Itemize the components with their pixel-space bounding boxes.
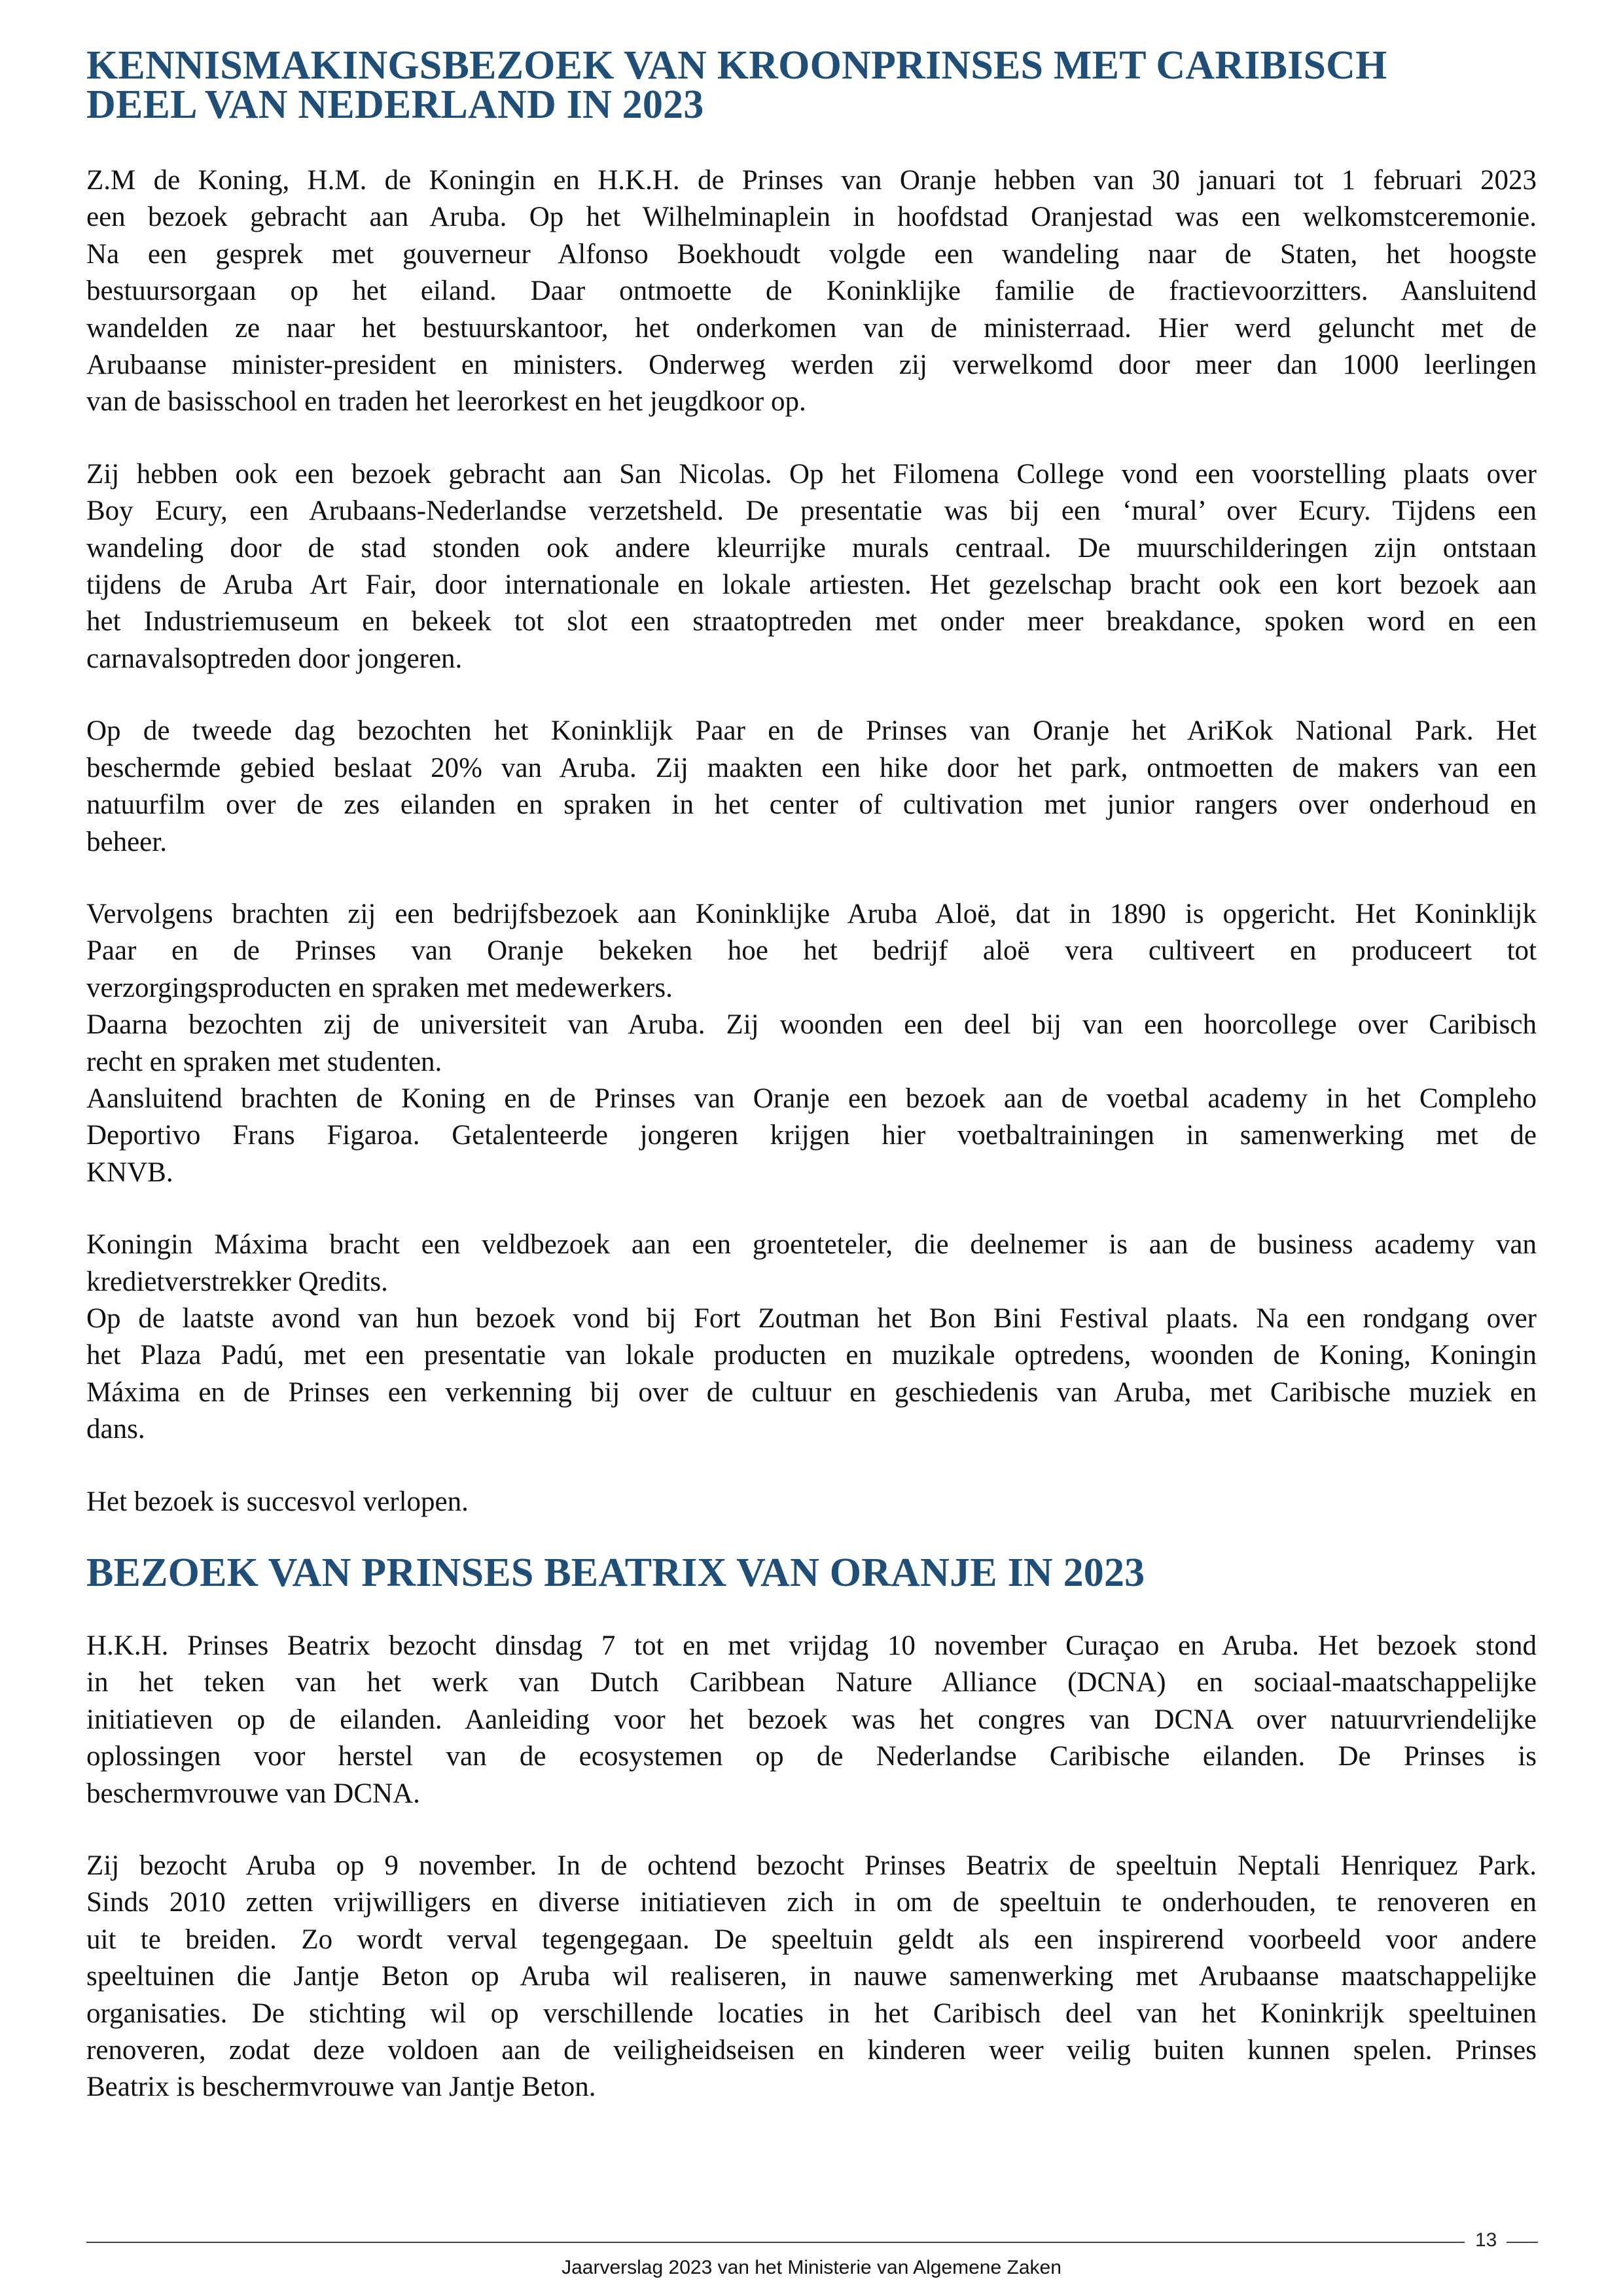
text-line: Beatrix is beschermvrouwe van Jantje Beton. [86, 2072, 596, 2103]
text-line: carnavalsoptreden door jongeren. [86, 643, 463, 674]
paragraph [86, 1484, 1537, 1520]
text-line: H.K.H. Prinses Beatrix bezocht dinsdag 7 tot en met vrijdag 10 november Curaçao en Aruba. Het bezoek stond [86, 1630, 1537, 1661]
paragraph [86, 1848, 1537, 2106]
text-line: van de basisschool en traden het leerorkest en het jeugdkoor op. [86, 386, 806, 418]
text-line: Vervolgens brachten zij een bedrijfsbezoek aan Koninklijke Aruba Aloë, dat in 1890 is opgericht. Het Koninklijk [86, 898, 1537, 929]
document-page [86, 42, 1537, 2106]
paragraph [86, 1300, 1537, 1448]
text-line: Op de tweede dag bezochten het Koninklijk Paar en de Prinses van Oranje het AriKok National Park. Het [86, 715, 1537, 747]
text-line: Koningin Máxima bracht een veldbezoek aan een groenteteler, die deelnemer is aan de business academy van [86, 1229, 1537, 1261]
text-line: Zij hebben ook een bezoek gebracht aan San Nicolas. Op het Filomena College vond een voorstelling plaats over [86, 458, 1537, 490]
heading-line: KENNISMAKINGSBEZOEK VAN KROONPRINSES MET CARIBISCH [86, 43, 1387, 88]
text-line: Boy Ecury, een Arubaans-Nederlandse verzetsheld. De presentatie was bij een ‘mural’ over Ecury. Tijdens een [86, 495, 1537, 527]
text-line: het Industriemuseum en bekeek tot slot een straatoptreden met onder meer breakdance, spoken word en een [86, 606, 1537, 637]
text-line: oplossingen voor herstel van de ecosystemen op de Nederlandse Caribische eilanden. De Prinses is [86, 1741, 1537, 1772]
paragraph [86, 713, 1537, 861]
paragraph [86, 1227, 1537, 1300]
paragraph [86, 896, 1537, 1007]
page-number-dash [1507, 2242, 1538, 2243]
text-line: Het bezoek is succesvol verlopen. [86, 1486, 469, 1517]
text-line: het Plaza Padú, met een presentatie van lokale producten en muzikale optredens, woonden de Koning, Koningin [86, 1340, 1537, 1371]
text-line: Máxima en de Prinses een verkenning bij over de cultuur en geschiedenis van Aruba, met Caribische muziek en [86, 1376, 1537, 1408]
text-line: speeltuinen die Jantje Beton op Aruba wil realiseren, in nauwe samenwerking met Arubaanse maatschappelijke [86, 1961, 1537, 1992]
paragraph [86, 1628, 1537, 1812]
paragraph [86, 456, 1537, 677]
text-line: Aansluitend brachten de Koning en de Prinses van Oranje een bezoek aan de voetbal academy in het Compleho [86, 1083, 1537, 1114]
text-line: Paar en de Prinses van Oranje bekeken hoe het bedrijf aloë vera cultiveert en produceert tot [86, 935, 1537, 967]
paragraph [86, 1081, 1537, 1191]
text-line: renoveren, zodat deze voldoen aan de veiligheidseisen en kinderen weer veilig buiten kunnen spelen. Prinses [86, 2035, 1537, 2066]
text-line: organisaties. De stichting wil op verschillende locaties in het Caribisch deel van het Koninkrijk speeltuinen [86, 1998, 1537, 2029]
text-line: kredietverstrekker Qredits. [86, 1266, 388, 1297]
footer-text: Jaarverslag 2023 van het Ministerie van Algemene Zaken [562, 2257, 1061, 2278]
heading-line: DEEL VAN NEDERLAND IN 2023 [86, 82, 704, 127]
heading-line: BEZOEK VAN PRINSES BEATRIX VAN ORANJE IN 2023 [86, 1551, 1145, 1595]
text-line: wandeling door de stad stonden ook andere kleurrijke murals centraal. De muurschilderingen zijn ontstaan [86, 532, 1537, 564]
text-line: beheer. [86, 826, 167, 857]
text-line: Zij bezocht Aruba op 9 november. In de ochtend bezocht Prinses Beatrix de speeltuin Neptali Henriquez Park. [86, 1850, 1537, 1882]
text-line: Na een gesprek met gouverneur Alfonso Boekhoudt volgde een wandeling naar de Staten, het hoogste [86, 238, 1537, 270]
text-line: een bezoek gebracht aan Aruba. Op het Wilhelminaplein in hoofdstad Oranjestad was een welkomstceremonie. [86, 202, 1537, 233]
text-line: wandelden ze naar het bestuurskantoor, het onderkomen van de ministerraad. Hier werd geluncht met de [86, 312, 1537, 344]
text-line: uit te breiden. Zo wordt verval tegengegaan. De speeltuin geldt als een inspirerend voorbeeld voor andere [86, 1924, 1537, 1955]
paragraph [86, 162, 1537, 421]
text-line: initiatieven op de eilanden. Aanleiding voor het bezoek was het congres van DCNA over natuurvriendelijke [86, 1704, 1537, 1735]
text-line: in het teken van het werk van Dutch Caribbean Nature Alliance (DCNA) en sociaal-maatschappelijke [86, 1667, 1537, 1698]
footer-divider [86, 2242, 1465, 2243]
text-line: KNVB. [86, 1157, 173, 1188]
text-line: bestuursorgaan op het eiland. Daar ontmoette de Koninklijke familie de fractievoorzitters. Aansluitend [86, 276, 1537, 307]
page-number: 13 [1475, 2229, 1497, 2251]
text-line: tijdens de Aruba Art Fair, door internationale en lokale artiesten. Het gezelschap bracht ook een kort bezoek aan [86, 569, 1537, 601]
text-line: recht en spraken met studenten. [86, 1046, 442, 1077]
text-line: Op de laatste avond van hun bezoek vond bij Fort Zoutman het Bon Bini Festival plaats. Na een rondgang over [86, 1302, 1537, 1334]
text-line: Deportivo Frans Figaroa. Getalenteerde jongeren krijgen hier voetbaltrainingen in samenwerking met de [86, 1120, 1537, 1151]
section-heading-bezoek-prinses-beatrix [86, 1551, 1537, 1595]
section-heading-kennismakingsbezoek [86, 43, 1537, 127]
text-line: beschermvrouwe van DCNA. [86, 1778, 420, 1809]
paragraph [86, 1007, 1537, 1081]
text-line: Arubaanse minister-president en ministers. Onderweg werden zij verwelkomd door meer dan 1000 leerlingen [86, 350, 1537, 381]
text-line: verzorgingsproducten en spraken met medewerkers. [86, 972, 673, 1003]
text-line: dans. [86, 1414, 145, 1445]
text-line: beschermde gebied beslaat 20% van Aruba. Zij maakten een hike door het park, ontmoetten de makers van een [86, 752, 1537, 783]
text-line: natuurfilm over de zes eilanden en spraken in het center of cultivation met junior rangers over onderhoud en [86, 789, 1537, 821]
text-line: Sinds 2010 zetten vrijwilligers en diverse initiatieven zich in om de speeltuin te onderhouden, te renoveren en [86, 1887, 1537, 1918]
text-line: Z.M de Koning, H.M. de Koningin en H.K.H. de Prinses van Oranje hebben van 30 januari tot 1 februari 2023 [86, 165, 1537, 196]
text-line: Daarna bezochten zij de universiteit van Aruba. Zij woonden een deel bij van een hoorcollege over Caribisch [86, 1009, 1537, 1041]
